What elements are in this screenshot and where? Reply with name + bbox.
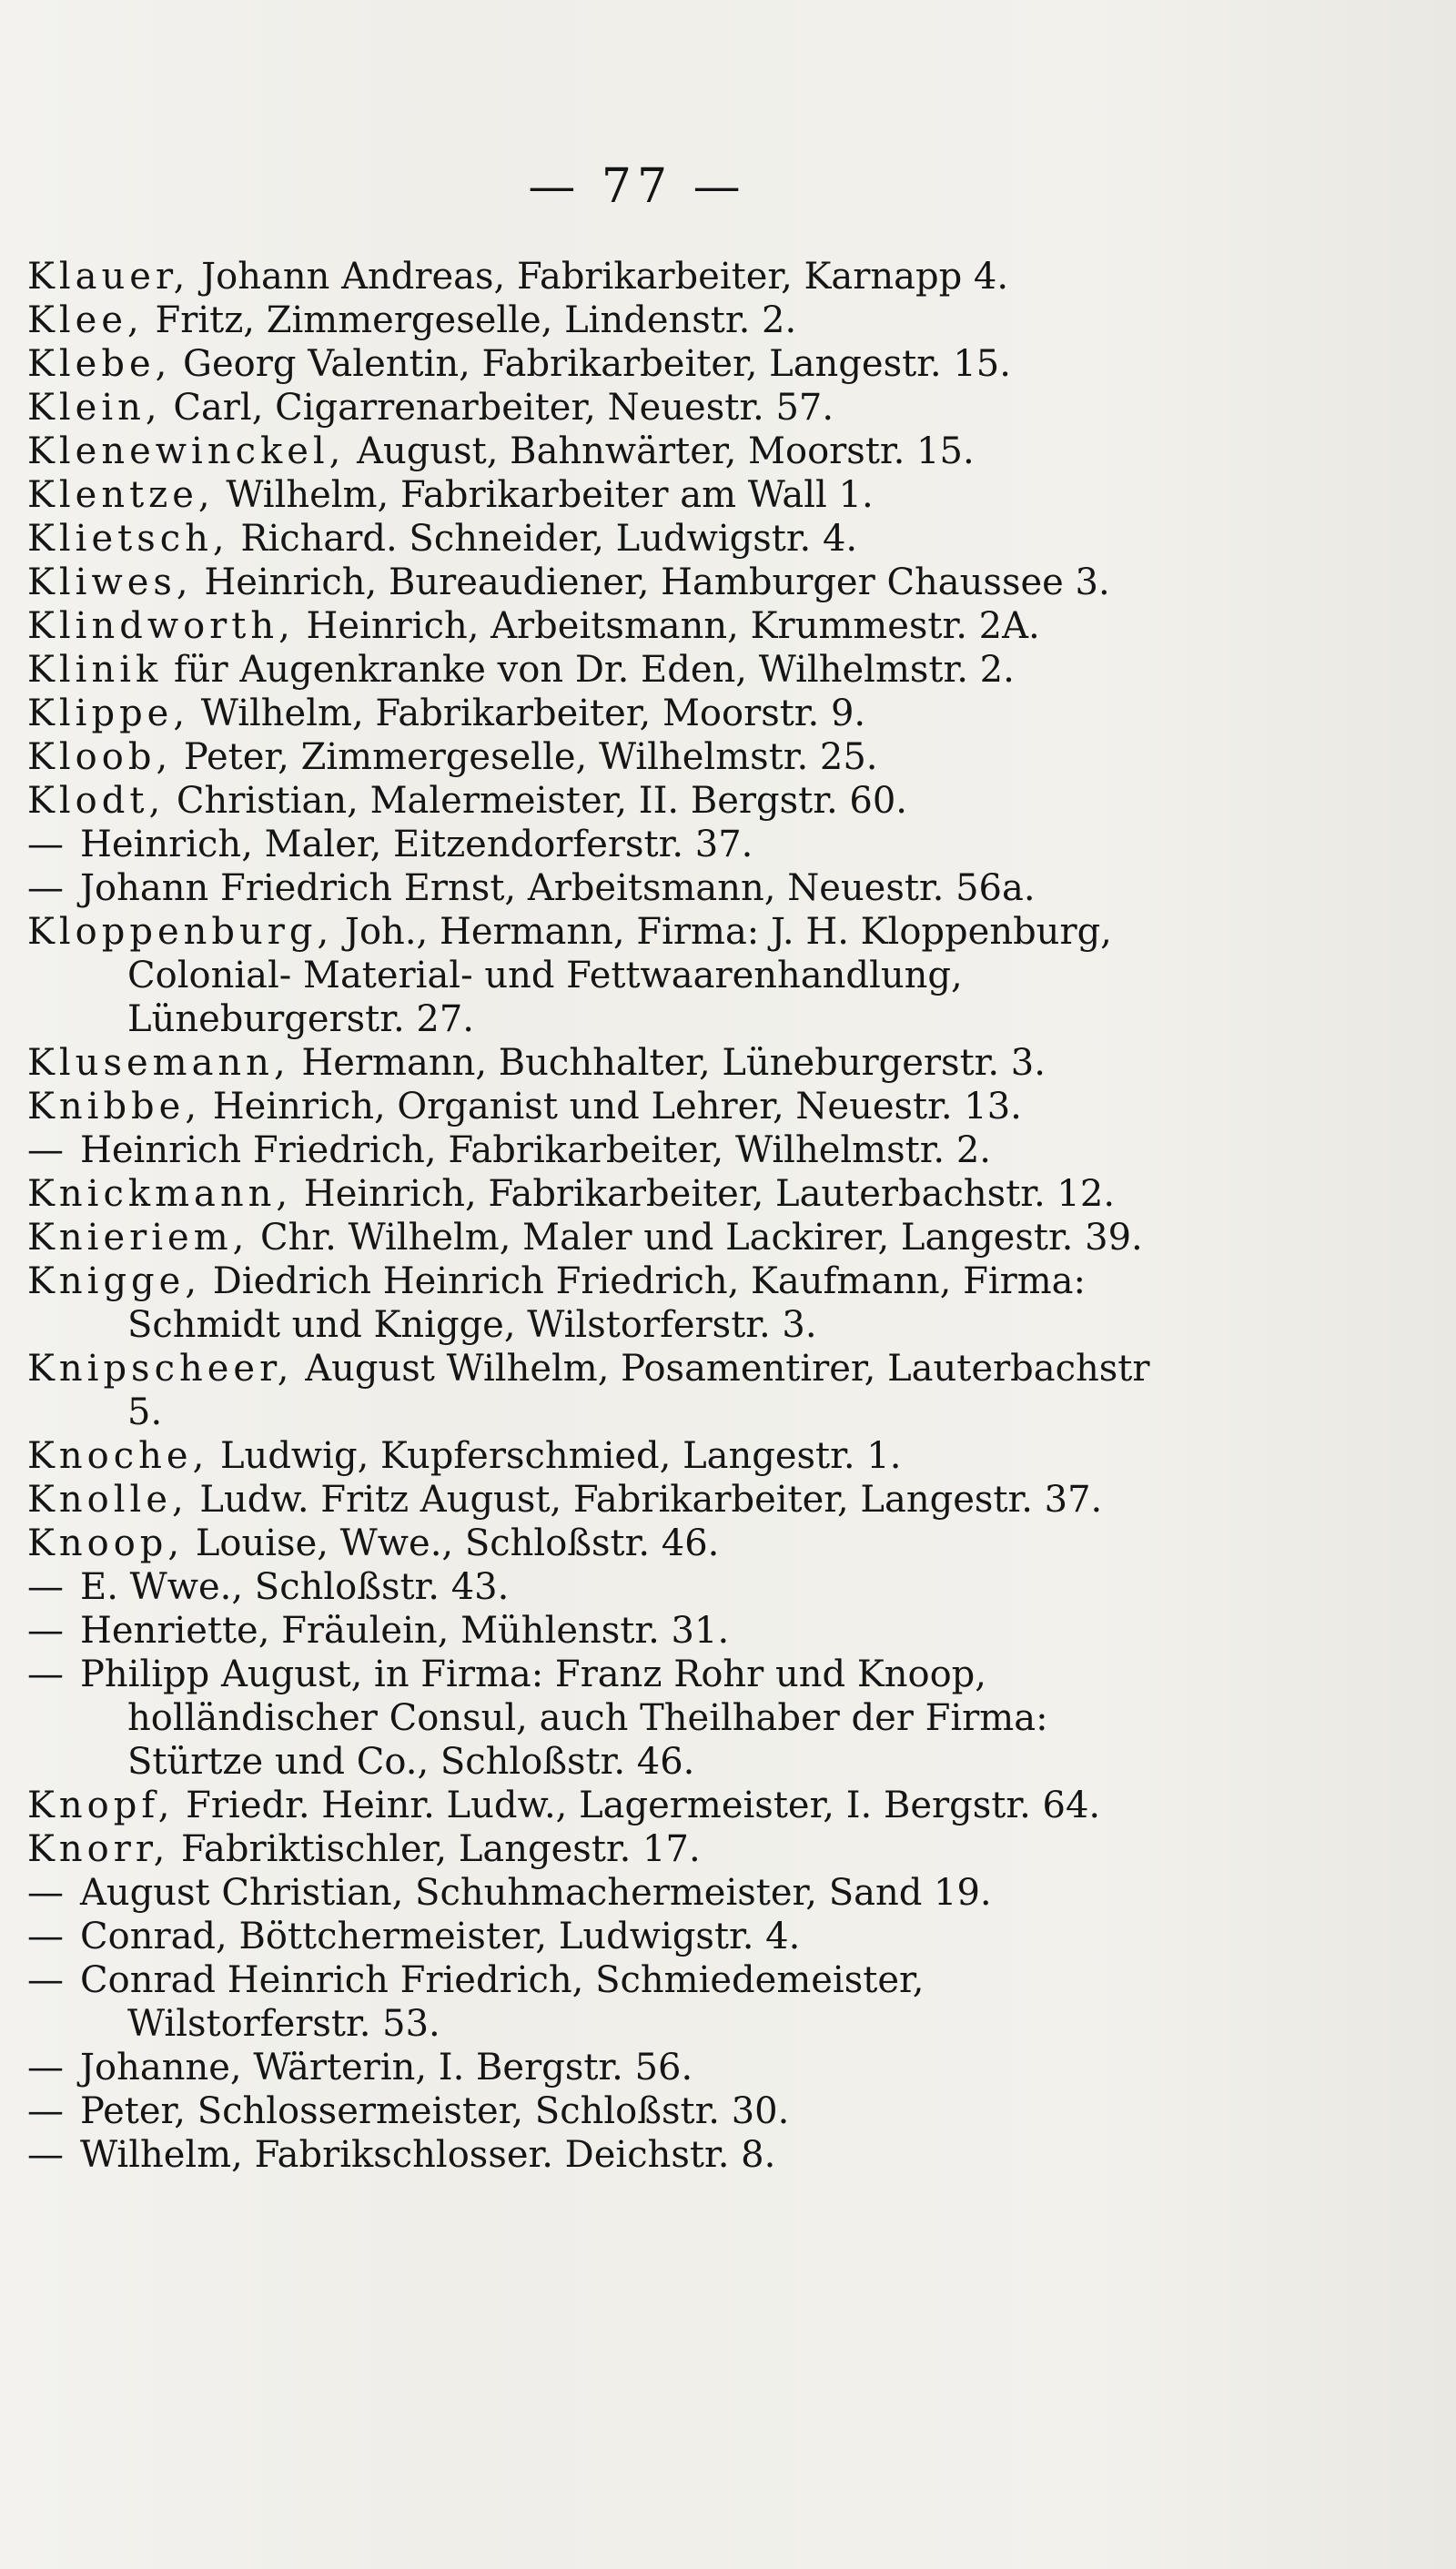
entry-text: E. Wwe., Schloßstr. 43. (80, 1566, 510, 1608)
directory-entry (27, 1827, 1156, 1871)
directory-entry (27, 2133, 1156, 2177)
entry-text: Johann Andreas, Fabrikarbeiter, Karnapp 4. (189, 256, 1009, 298)
directory-entry (27, 517, 1156, 561)
ditto-dash: — (27, 2047, 64, 2089)
entry-text: Henriette, Fräulein, Mühlenstr. 31. (80, 1610, 730, 1652)
directory-entry (27, 692, 1156, 735)
directory-entry (27, 473, 1156, 517)
ditto-dash: — (27, 1129, 64, 1171)
entry-text: Heinrich, Organist und Lehrer, Neuestr. 13. (201, 1086, 1022, 1128)
ditto-dash: — (27, 1916, 64, 1957)
directory-entry (27, 1172, 1156, 1216)
ditto-dash: — (27, 2090, 64, 2132)
ditto-dash: — (27, 1610, 64, 1652)
entry-surname: Klindworth, (27, 605, 295, 647)
ditto-dash: — (27, 1959, 64, 2001)
directory-entry (27, 2089, 1156, 2133)
directory-entry (27, 1609, 1156, 1653)
entry-surname: Klebe, (27, 343, 172, 385)
ditto-dash: — (27, 1654, 64, 1695)
directory-entry (27, 255, 1156, 298)
entry-surname: Knorr, (27, 1828, 170, 1870)
entry-text: Fritz, Zimmergeselle, Lindenstr. 2. (143, 299, 797, 341)
entry-surname: Kliwes, (27, 561, 193, 603)
ditto-dash: — (27, 2134, 64, 2176)
entry-surname: Klein, (27, 387, 162, 429)
directory-entry (27, 1347, 1156, 1434)
directory-entry (27, 1041, 1156, 1085)
directory-entry (27, 1216, 1156, 1259)
directory-entry (27, 1653, 1156, 1784)
directory-entry (27, 298, 1156, 342)
entry-text: August Wilhelm, Posamentirer, Lauterbachstr 5. (127, 1348, 1150, 1433)
entry-text: Carl, Cigarrenarbeiter, Neuestr. 57. (161, 387, 834, 429)
entry-text: Richard. Schneider, Ludwigstr. 4. (228, 518, 858, 560)
entry-text: Diedrich Heinrich Friedrich, Kaufmann, Firma: Schmidt und Knigge, Wilstorferstr. 3. (127, 1260, 1086, 1346)
entry-text: Friedr. Heinr. Ludw., Lagermeister, I. Bergstr. 64. (174, 1785, 1101, 1826)
entry-surname: Klinik (27, 649, 163, 691)
directory-entry (27, 342, 1156, 386)
entry-text: Conrad Heinrich Friedrich, Schmiedemeister, Wilstorferstr. 53. (80, 1959, 925, 2045)
directory-entry (27, 735, 1156, 779)
entry-text: Wilhelm, Fabrikarbeiter am Wall 1. (214, 474, 874, 516)
entry-text: Johann Friedrich Ernst, Arbeitsmann, Neuestr. 56a. (80, 867, 1036, 909)
directory-entry (27, 1085, 1156, 1128)
directory-entry (27, 604, 1156, 648)
entry-surname: Klodt, (27, 780, 166, 822)
entry-surname: Knigge, (27, 1260, 202, 1302)
directory-entry (27, 1259, 1156, 1347)
entry-text: Heinrich, Maler, Eitzendorferstr. 37. (80, 824, 753, 865)
ditto-dash: — (27, 1566, 64, 1608)
entry-text: Peter, Schlossermeister, Schloßstr. 30. (80, 2090, 790, 2132)
entry-surname: Knoche, (27, 1435, 209, 1477)
directory-entry (27, 1565, 1156, 1609)
entry-surname: Knickmann, (27, 1173, 293, 1215)
entry-surname: Klee, (27, 299, 144, 341)
entry-text: Hermann, Buchhalter, Lüneburgerstr. 3. (289, 1042, 1046, 1084)
entry-surname: Knieriem, (27, 1217, 249, 1259)
entry-surname: Knipscheer, (27, 1348, 294, 1390)
entry-text: Ludw. Fritz August, Fabrikarbeiter, Langestr. 37. (187, 1479, 1103, 1521)
entry-text: Joh., Hermann, Firma: J. H. Kloppenburg, Colonial- Material- und Fettwaarenhandlung, Lüneburgerstr. 27. (127, 911, 1112, 1040)
entry-text: August Christian, Schuhmachermeister, Sand 19. (80, 1872, 992, 1914)
entry-surname: Kloob, (27, 736, 173, 778)
entry-text: Georg Valentin, Fabrikarbeiter, Langestr. 15. (171, 343, 1011, 385)
entry-surname: Klusemann, (27, 1042, 290, 1084)
entry-text: Christian, Malermeister, II. Bergstr. 60. (165, 780, 907, 822)
ditto-dash: — (27, 1872, 64, 1914)
entry-text: Heinrich, Bureaudiener, Hamburger Chaussee 3. (192, 561, 1110, 603)
directory-entry (27, 386, 1156, 430)
directory-entry (27, 1871, 1156, 1915)
entry-text: Conrad, Böttchermeister, Ludwigstr. 4. (80, 1916, 801, 1957)
entry-text: August, Bahnwärter, Moorstr. 15. (345, 430, 975, 472)
directory-entry (27, 1434, 1156, 1478)
entry-surname: Klippe, (27, 693, 190, 734)
entry-text: Wilhelm, Fabrikschlosser. Deichstr. 8. (80, 2134, 776, 2176)
directory-entry (27, 648, 1156, 692)
entry-text: Ludwig, Kupferschmied, Langestr. 1. (208, 1435, 902, 1477)
entry-surname: Klentze, (27, 474, 215, 516)
directory-entry (27, 1958, 1156, 2046)
entry-text: für Augenkranke von Dr. Eden, Wilhelmstr. 2. (162, 649, 1015, 691)
directory-entry (27, 1915, 1156, 1958)
entry-text: Philipp August, in Firma: Franz Rohr und Knoop, holländischer Consul, auch Theilhaber der Firma: Stürtze und Co., Schloßstr. 46. (80, 1654, 1048, 1783)
directory-entry (27, 910, 1156, 1041)
entry-text: Heinrich Friedrich, Fabrikarbeiter, Wilhelmstr. 2. (80, 1129, 992, 1171)
directory-entry (27, 779, 1156, 823)
directory-entry (27, 823, 1156, 866)
directory-entries (27, 255, 1156, 2177)
entry-surname: Klietsch, (27, 518, 229, 560)
entry-text: Chr. Wilhelm, Maler und Lackirer, Langestr. 39. (248, 1217, 1143, 1259)
entry-text: Heinrich, Arbeitsmann, Krummestr. 2A. (294, 605, 1040, 647)
page-number: — 77 — (528, 159, 746, 214)
directory-entry (27, 2046, 1156, 2089)
directory-entry (27, 561, 1156, 604)
entry-text: Louise, Wwe., Schloßstr. 46. (184, 1522, 720, 1564)
ditto-dash: — (27, 867, 64, 909)
entry-surname: Knibbe, (27, 1086, 202, 1128)
directory-entry (27, 430, 1156, 473)
directory-entry (27, 1522, 1156, 1565)
entry-surname: Klauer, (27, 256, 190, 298)
entry-text: Johanne, Wärterin, I. Bergstr. 56. (80, 2047, 693, 2089)
entry-surname: Knopf, (27, 1785, 175, 1826)
entry-surname: Klenewinckel, (27, 430, 346, 472)
directory-entry (27, 1128, 1156, 1172)
directory-entry (27, 866, 1156, 910)
entry-text: Heinrich, Fabrikarbeiter, Lauterbachstr. 12. (292, 1173, 1116, 1215)
entry-text: Fabriktischler, Langestr. 17. (169, 1828, 701, 1870)
directory-entry (27, 1478, 1156, 1522)
directory-entry (27, 1784, 1156, 1827)
entry-surname: Knolle, (27, 1479, 188, 1521)
entry-text: Peter, Zimmergeselle, Wilhelmstr. 25. (172, 736, 878, 778)
entry-surname: Kloppenburg, (27, 911, 334, 953)
entry-surname: Knoop, (27, 1522, 185, 1564)
ditto-dash: — (27, 824, 64, 865)
entry-text: Wilhelm, Fabrikarbeiter, Moorstr. 9. (189, 693, 866, 734)
